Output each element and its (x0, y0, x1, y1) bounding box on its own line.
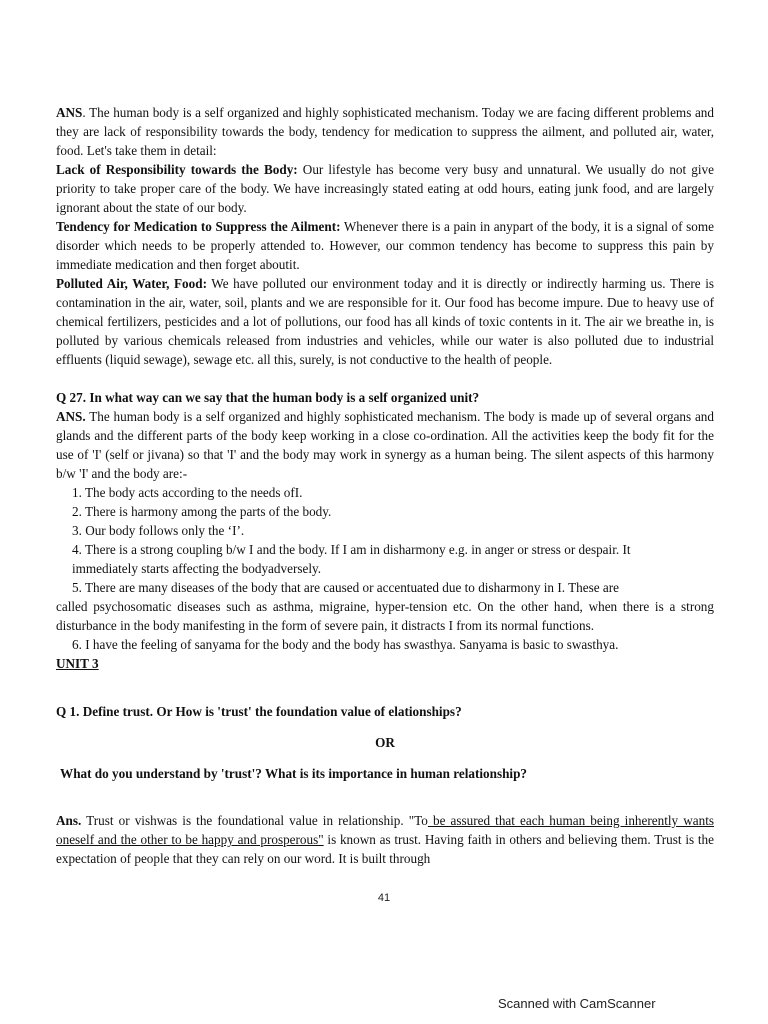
polluted-paragraph (56, 274, 714, 369)
q27-question: Q 27. In what way can we say that the human body is a self organized unit? (56, 390, 480, 405)
unit-heading: UNIT 3 (56, 656, 99, 671)
q1-alt-question: What do you understand by 'trust'? What is its importance in human relationship? (60, 766, 528, 781)
polluted-text: We have polluted our environment today and it is directly or indirectly harming us. There is contamination in the air, water, soil, plants and we are responsible for it. Our food has become impure. Due to heavy use of chemical fertilizers, pesticides and a lot of pollutions, our food has all kinds of toxic contents in it. The air we breathe in, is polluted by various chemicals released from industries and vehicles, while our water is also polluted due to industrial effluents (liquid sewage), sewage etc. all this, surely, is not conductive to the health of people. (56, 276, 714, 367)
lack-paragraph (56, 160, 714, 217)
underlined-definition: be assured that each human being inherently wants oneself and the other to be happy and prosperous" (56, 813, 714, 847)
intro-paragraph (56, 103, 714, 160)
ans-text: . The human body is a self organized and highly sophisticated mechanism. Today we are facing different problems and they are lack of responsibility towards the body, tendency for medication to suppress the ailment, and polluted air, water, food. Let's take them in detail: (56, 105, 714, 158)
list-item: 5. There are many diseases of the body that are caused or accentuated due to disharmony in I. These are (72, 580, 619, 595)
q1-ans-label: Ans. (56, 813, 82, 828)
q1-question: Q 1. Define trust. Or How is 'trust' the foundation value of elationships? (56, 704, 462, 719)
list-item: 2. There is harmony among the parts of the body. (72, 504, 332, 519)
q27-ans-text: The human body is a self organized and highly sophisticated mechanism. The body is made up of several organs and glands and the different parts of the body keep working in a close co-ordination. All the activities keep the body fit for the use of 'I' (self or jivana) so that 'I' and the body may work in synergy as a human being. The silent aspects of this harmony b/w 'I' and the body are:- (56, 409, 714, 481)
list-item-continuation: immediately starts affecting the bodyadversely. (72, 561, 322, 576)
tendency-text: Whenever there is a pain in anypart of the body, it is a signal of some disorder which needs to be properly attended to. However, our common tendency has become to suppress this pain by immediate medication and then forget aboutit. (56, 219, 714, 272)
tendency-paragraph (56, 217, 714, 274)
q1-answer: Ans. Trust or vishwas is the foundational value in relationship. "To be assured that each human being inherently wants oneself and the other to be happy and prosperous" is known as trust. Having faith in others and believing them. Trust is the expectation of people that they can rely on our word. It is built through (56, 813, 714, 866)
list-item: 1. The body acts according to the needs ofI. (72, 485, 303, 500)
lack-text: Our lifestyle has become very busy and unnatural. We usually do not give priority to take proper care of the body. We have increasingly stated eating at odd hours, eating junk food, and are largely ignorant about the state of our body. (56, 162, 715, 215)
tendency-label: Tendency for Medication to Suppress the Ailment: (56, 219, 341, 234)
list-item-continuation: called psychosomatic diseases such as asthma, migraine, hyper-tension etc. On the other hand, when there is a strong disturbance in the body manifesting in the form of severe pain, it distracts I from its normal functions. (56, 599, 714, 633)
scanner-watermark: Scanned with CamScanner (498, 996, 656, 1011)
list-item: 4. There is a strong coupling b/w I and the body. If I am in disharmony e.g. in anger or stress or despair. It (72, 542, 631, 557)
lack-label: Lack of Responsibility towards the Body: (56, 162, 298, 177)
document-page (56, 103, 714, 868)
list-item: 6. I have the feeling of sanyama for the body and the body has swasthya. Sanyama is basic to swasthya. (72, 637, 619, 652)
page-number: 41 (377, 892, 391, 904)
list-item: 3. Our body follows only the ‘I’. (72, 523, 245, 538)
q27-answer (56, 407, 714, 483)
ans-label: ANS (56, 105, 83, 120)
polluted-label: Polluted Air, Water, Food: (56, 276, 207, 291)
or-separator: OR (375, 735, 395, 750)
q27-ans-label: ANS. (56, 409, 86, 424)
